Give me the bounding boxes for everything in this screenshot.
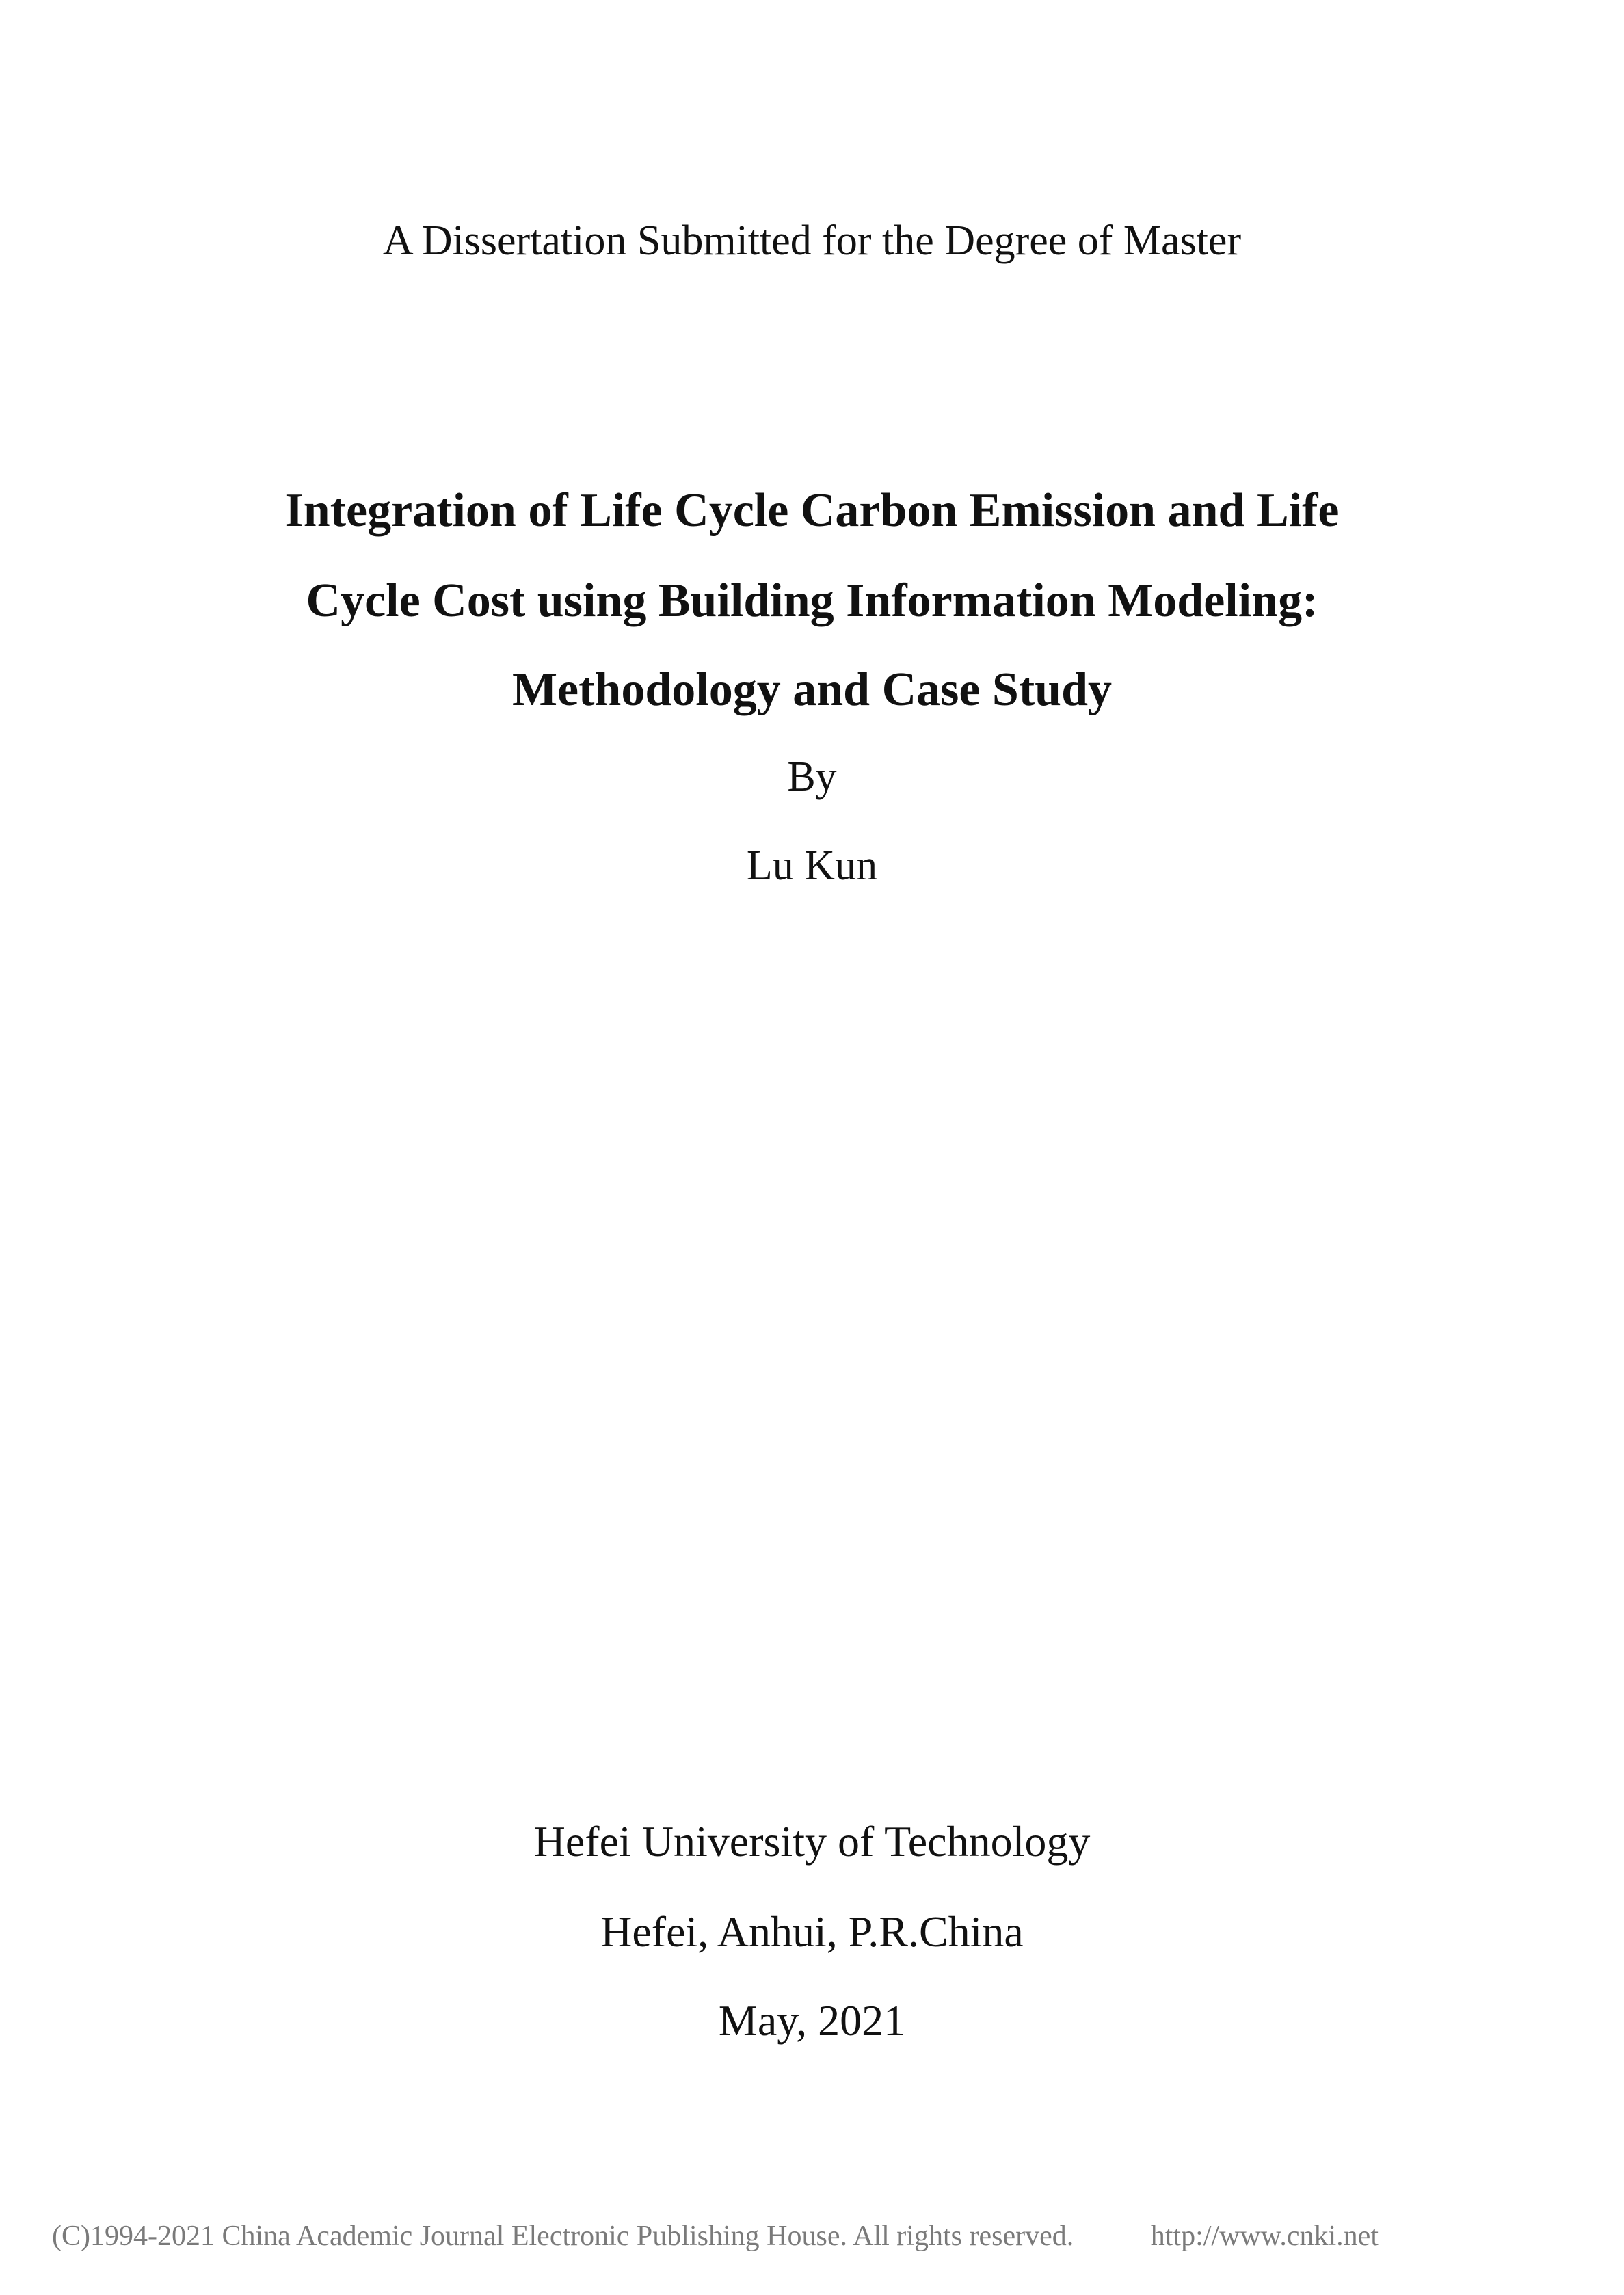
title-line-1: Integration of Life Cycle Carbon Emission and Life [284, 484, 1340, 537]
degree-statement: A Dissertation Submitted for the Degree of Master [382, 217, 1242, 264]
author-name: Lu Kun [746, 843, 878, 889]
institution-location: Hefei, Anhui, P.R.China [600, 1907, 1024, 1956]
submission-date: May, 2021 [718, 1996, 906, 2045]
title-line-2: Cycle Cost using Building Information Modeling: [306, 574, 1318, 627]
publisher-footer [52, 2216, 1577, 2257]
by-label: By [787, 754, 837, 800]
title-line-3: Methodology and Case Study [511, 663, 1113, 716]
publisher-url: http://www.cnki.net [1150, 2220, 1379, 2252]
institution-name: Hefei University of Technology [533, 1817, 1091, 1866]
copyright-notice: (C)1994-2021 China Academic Journal Electronic Publishing House. All rights reserved. [52, 2220, 1074, 2252]
